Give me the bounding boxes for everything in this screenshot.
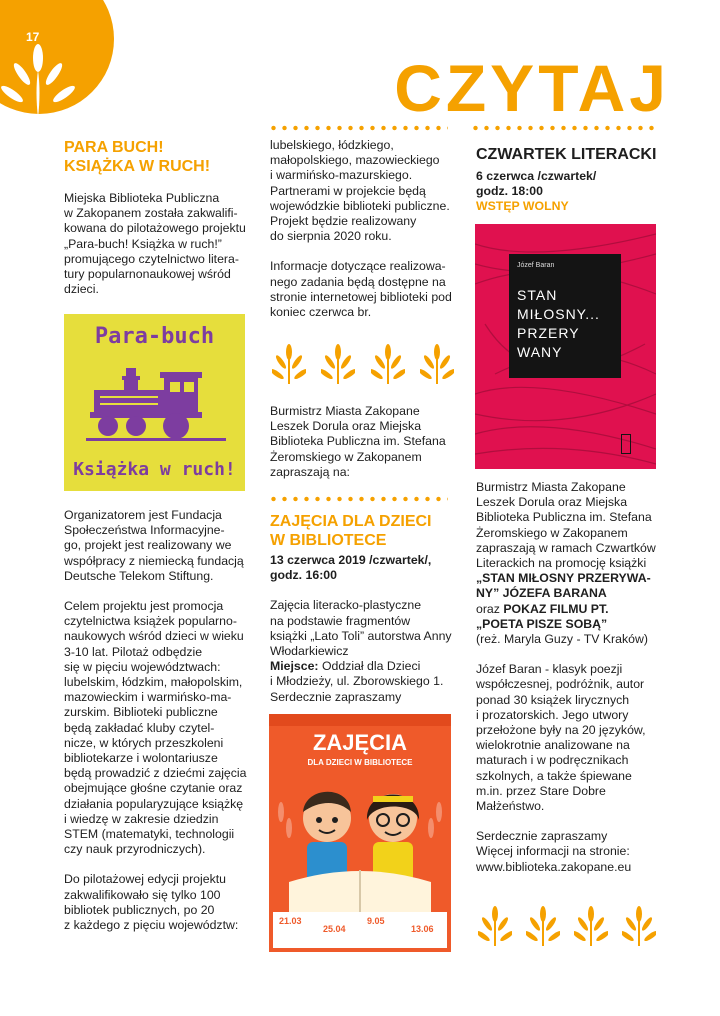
text-line: obejmujące głośne czytanie oraz xyxy=(64,781,243,796)
article-parabuch xyxy=(64,138,254,297)
text-line: Małżeństwo. xyxy=(476,799,545,814)
kids-reading-illustration xyxy=(269,772,451,912)
text-line: zapraszają na: xyxy=(270,464,350,479)
wheat-icon xyxy=(622,906,656,946)
text-line: nicze, w których przeszkoleni xyxy=(64,735,224,750)
page-brand-title: CZYTAJ xyxy=(394,51,670,125)
cover-author: Józef Baran xyxy=(517,262,555,269)
text-line: Zajęcia literacko-plastyczne xyxy=(270,598,422,613)
text-line: Serdecznie zapraszamy xyxy=(270,689,402,704)
text-line: promującego czytelnictwo litera- xyxy=(64,251,239,266)
text-line: lubelskiego, łódzkiego, xyxy=(270,138,394,152)
text-line: i Młodzieży, ul. Zborowskiego 1. xyxy=(270,674,444,689)
text-line: 6 czerwca /czwartek/ xyxy=(476,169,597,183)
text-line: m.in. przez Stare Dobre xyxy=(476,783,606,798)
text-line: Biblioteka Publiczna im. Stefana xyxy=(270,434,446,449)
text-line: i wiedzę w zakresie dziedzin xyxy=(64,811,219,826)
paragraph xyxy=(476,829,676,875)
publisher-logo xyxy=(621,434,631,454)
website-link[interactable]: www.biblioteka.zakopane.eu xyxy=(476,859,632,874)
wheat-divider xyxy=(478,906,656,946)
article-parabuch-cont xyxy=(64,508,254,933)
article-czwartek-body xyxy=(476,480,676,875)
text-line: Burmistrz Miasta Zakopane xyxy=(476,480,626,494)
article-title xyxy=(64,138,254,176)
event-date xyxy=(476,169,676,215)
text-line: godz. 16:00 xyxy=(270,568,337,583)
text-line: tury popularnonaukowej wśród xyxy=(64,267,231,282)
wheat-icon xyxy=(321,344,355,384)
text-line: z każdego z pięciu województw: xyxy=(64,918,239,933)
text-line: zapraszają w ramach Czwartków xyxy=(476,540,656,555)
text-line: Włodarkiewicz xyxy=(270,644,349,659)
text-line: zakwalifikowało się tylko 100 xyxy=(64,887,221,902)
logo-bottom-text: Książka w ruch! xyxy=(73,459,236,480)
paragraph xyxy=(476,480,676,647)
text-line: się w pięciu województwach: xyxy=(64,659,221,674)
paragraph xyxy=(270,259,460,320)
text-line: kowana do pilotażowego projektu xyxy=(64,221,246,236)
wheat-icon xyxy=(574,906,608,946)
wheat-icon xyxy=(478,906,512,946)
place-label: Miejsce: xyxy=(270,659,319,674)
text-line: bibliotekarze i wolontariusze xyxy=(64,751,218,766)
text-line: STEM (matematyki, technologii xyxy=(64,827,235,842)
paragraph xyxy=(64,599,254,857)
text-line: 3-10 lat. Pilotaż odbędzie xyxy=(64,644,203,659)
text-line: STAN xyxy=(517,287,558,303)
article-parabuch-end xyxy=(270,138,460,320)
text-line: Żeromskiego w Zakopanem xyxy=(476,525,628,540)
text-line: Celem projektu jest promocja xyxy=(64,599,224,614)
paragraph xyxy=(476,662,676,814)
film-title-line: POKAZ FILMU PT. xyxy=(503,601,609,616)
poster-date: 21.03 xyxy=(279,916,302,926)
article-czwartek xyxy=(476,145,676,215)
paragraph xyxy=(270,598,460,704)
text-line: Do pilotażowej edycji projektu xyxy=(64,872,226,887)
text-line: do sierpnia 2020 roku. xyxy=(270,229,392,244)
text-line: na podstawie fragmentów xyxy=(270,613,411,628)
text-line: wojewódzkie biblioteki publiczne. xyxy=(270,198,450,213)
free-entry-label: WSTĘP WOLNY xyxy=(476,199,569,214)
poster-date: 13.06 xyxy=(411,924,434,934)
text-line: działania popularyzujące książkę xyxy=(64,796,244,811)
text-line: i prozatorskich. Jego utwory xyxy=(476,707,629,722)
paragraph xyxy=(270,138,460,244)
text-line: będą prowadzić z dziećmi zajęcia xyxy=(64,766,247,781)
text-line: lubelskim, łódzkim, małopolskim, xyxy=(64,675,243,690)
poster-date: 25.04 xyxy=(323,924,346,934)
text-line: stronie internetowej biblioteki pod xyxy=(270,289,452,304)
dotted-rule xyxy=(268,125,448,131)
text-line: PRZERY xyxy=(517,325,580,341)
text-line: MIŁOSNY... xyxy=(517,306,600,322)
text-line: maturach i w podręcznikach xyxy=(476,753,629,768)
zajecia-poster xyxy=(269,714,451,952)
wheat-icon xyxy=(272,344,306,384)
text-line: czy nauk przyrodniczych). xyxy=(64,842,206,857)
text-line: współczesnej, podróżnik, autor xyxy=(476,677,645,692)
text-line: w Zakopanem została zakwalifi- xyxy=(64,206,238,221)
text-line: Organizatorem jest Fundacja xyxy=(64,508,222,522)
book-title-line: NY” JÓZEFA BARANA xyxy=(476,586,607,601)
text-line: Więcej informacji na stronie: xyxy=(476,844,630,859)
text-line: małopolskiego, mazowieckiego xyxy=(270,153,440,168)
text-line: będą zakładać kluby czytel- xyxy=(64,720,215,735)
title-line: ZAJĘCIA DLA DZIECI xyxy=(270,513,432,530)
page-number: 17 xyxy=(26,30,40,44)
text-line: Serdecznie zapraszamy xyxy=(476,829,608,844)
text-line: mazowieckim i warmińsko-ma- xyxy=(64,690,232,705)
text-line: Burmistrz Miasta Zakopane xyxy=(270,404,420,418)
text-line: Społeczeństwa Informacyjne- xyxy=(64,523,225,538)
text-line: WANY xyxy=(517,344,563,360)
paragraph xyxy=(64,872,254,933)
book-title-line: „STAN MIŁOSNY PRZERYWA- xyxy=(476,571,651,586)
wheat-icon xyxy=(371,344,405,384)
text-line: Projekt będzie realizowany xyxy=(270,214,417,229)
wheat-icon xyxy=(0,40,78,120)
paragraph xyxy=(64,508,254,584)
text-line: Informacje dotyczące realizowa- xyxy=(270,259,446,274)
event-date xyxy=(270,553,460,583)
wheat-divider xyxy=(272,344,454,384)
text-line: oraz xyxy=(476,601,504,616)
title-line: KSIĄŻKA W RUCH! xyxy=(64,158,211,175)
poster-subtitle: DLA DZIECI W BIBLIOTECE xyxy=(307,758,413,767)
article-zajecia-body xyxy=(270,512,460,705)
text-line: Miejska Biblioteka Publiczna xyxy=(64,191,220,205)
text-line: Leszek Dorula oraz Miejska xyxy=(476,495,628,510)
article-title: CZWARTEK LITERACKI xyxy=(476,146,657,163)
text-line: Leszek Dorula oraz Miejska xyxy=(270,419,422,434)
dotted-rule xyxy=(470,125,660,131)
cover-title xyxy=(517,286,617,362)
dotted-rule xyxy=(268,496,448,502)
text-line: czytelnictwa książek popularno- xyxy=(64,614,237,629)
text-line: Żeromskiego w Zakopanem xyxy=(270,449,422,464)
film-title-line: „POETA PISZE SOBĄ” xyxy=(476,616,608,631)
text-line: bibliotek publicznych, po 20 xyxy=(64,902,215,917)
text-line: zurskim. Biblioteki publiczne xyxy=(64,705,218,720)
text-line: książki „Lato Toli” autorstwa Anny xyxy=(270,628,452,643)
text-line: wielokrotnie analizowane na xyxy=(476,738,630,753)
text-line: naukowych wśród dzieci w wieku xyxy=(64,629,244,644)
poster-header-band xyxy=(269,714,451,726)
paragraph xyxy=(270,404,460,480)
text-line: nego zadania będą dostępne na xyxy=(270,274,446,289)
article-zajecia xyxy=(270,404,460,480)
text-line: Deutsche Telekom Stiftung. xyxy=(64,568,214,583)
locomotive-icon xyxy=(86,366,226,442)
logo-top-text: Para-buch xyxy=(94,324,215,349)
text-line: ponad 30 książek lirycznych xyxy=(476,692,630,707)
poster-date: 9.05 xyxy=(367,916,385,926)
text-line: dzieci. xyxy=(64,282,99,297)
text-line: współpracy z niemiecką fundacją xyxy=(64,553,244,568)
text-line: i warmińsko-mazurskiego. xyxy=(270,168,413,183)
text-line: Partnerami w projekcie będą xyxy=(270,183,426,198)
title-line: PARA BUCH! xyxy=(64,139,164,156)
cover-title-panel xyxy=(509,254,621,378)
wheat-icon xyxy=(526,906,560,946)
text-line: przełożone były na 20 języków, xyxy=(476,723,646,738)
paragraph xyxy=(64,191,254,297)
article-title xyxy=(270,512,460,550)
text-line: Józef Baran - klasyk poezji xyxy=(476,662,623,677)
text-line: go, projekt jest realizowany we xyxy=(64,538,232,553)
parabuch-logo xyxy=(64,314,245,491)
text-line: Biblioteka Publiczna im. Stefana xyxy=(476,510,652,525)
book-cover xyxy=(475,224,656,469)
text-line: „Para-buch! Książka w ruch!” xyxy=(64,236,222,251)
text-line: Oddział dla Dzieci xyxy=(318,659,421,674)
text-line: godz. 18:00 xyxy=(476,184,543,199)
poster-title: ZAJĘCIA xyxy=(312,730,408,755)
text-line: 13 czerwca 2019 /czwartek/, xyxy=(270,553,432,567)
title-line: W BIBLIOTECE xyxy=(270,532,387,549)
text-line: koniec czerwca br. xyxy=(270,305,372,320)
wheat-icon xyxy=(420,344,454,384)
text-line: (reż. Maryla Guzy - TV Kraków) xyxy=(476,632,648,647)
text-line: Literackich na promocję książki xyxy=(476,556,647,571)
text-line: szkolnych, a także śpiewane xyxy=(476,768,632,783)
